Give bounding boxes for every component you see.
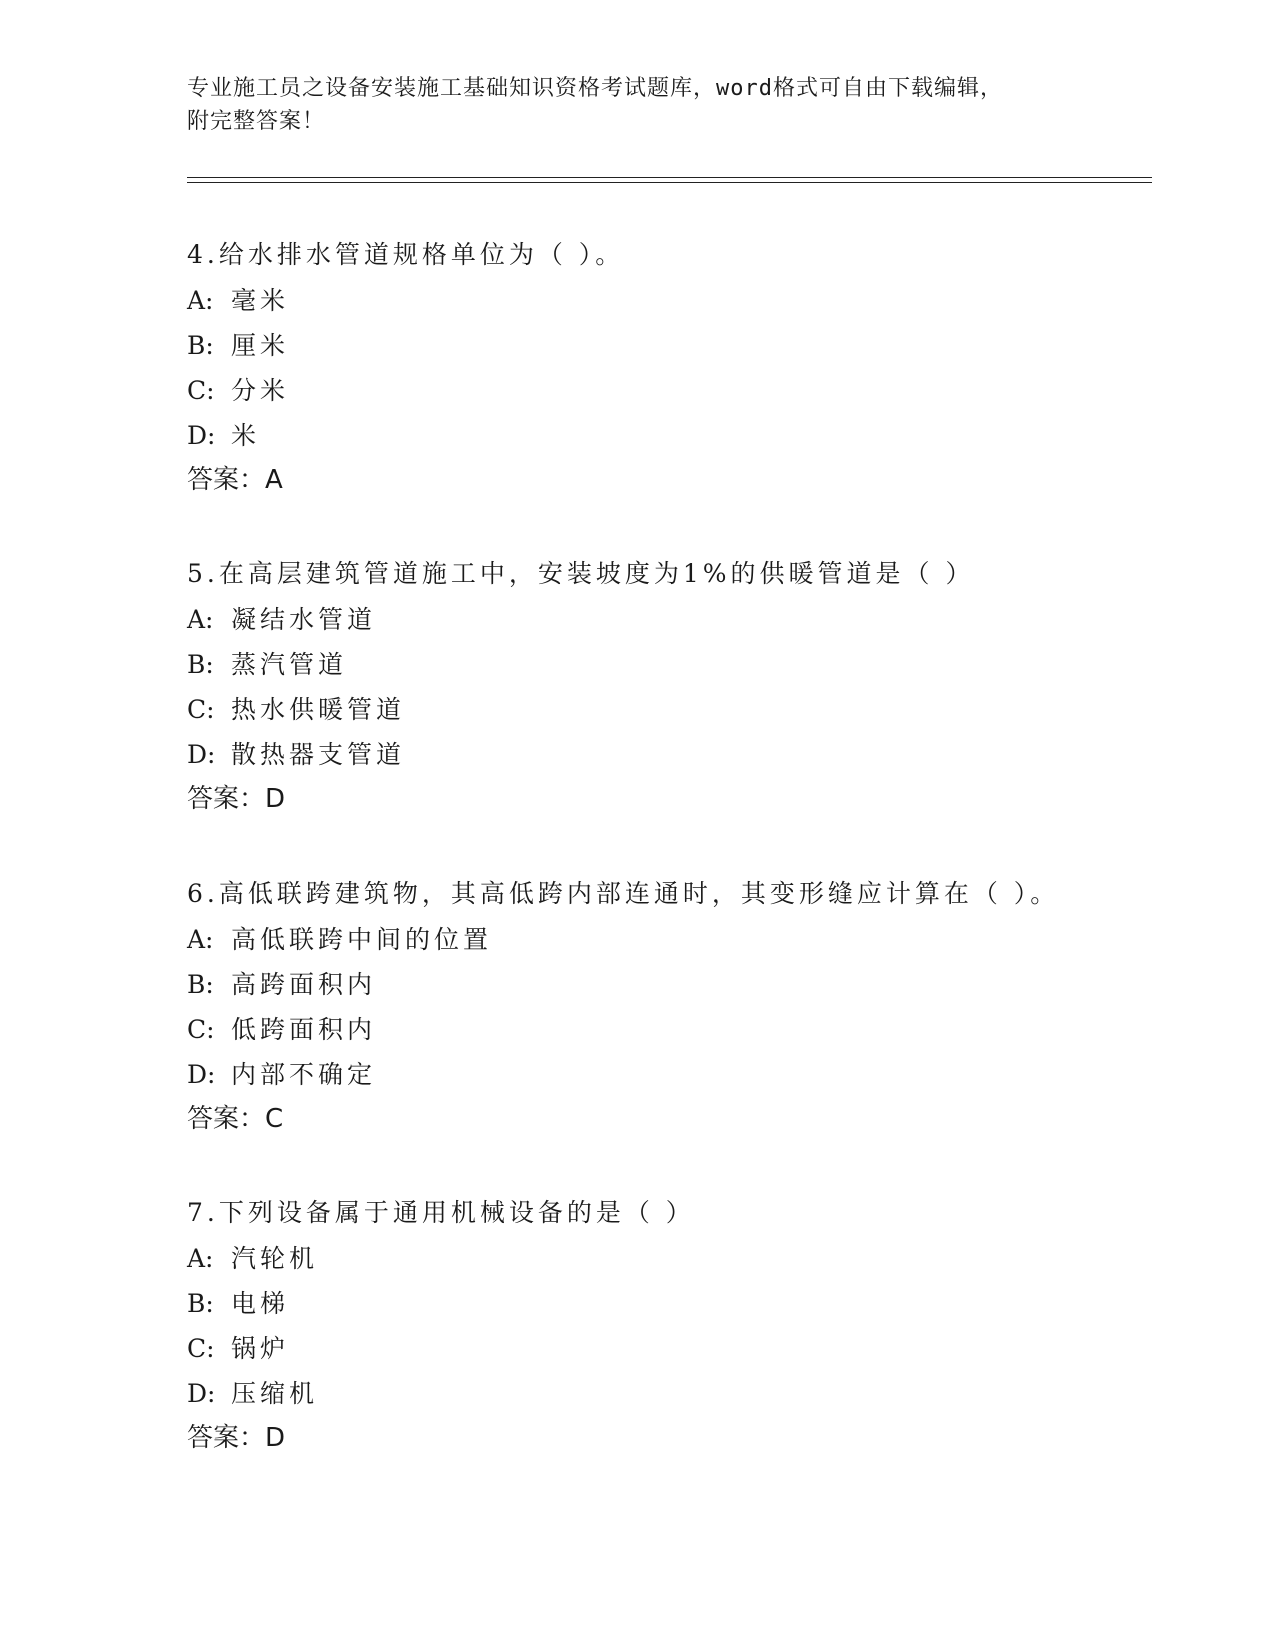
question-7 xyxy=(187,1190,1147,1461)
question-stem: 7.下列设备属于通用机械设备的是（ ） xyxy=(187,1198,695,1227)
option-c xyxy=(187,687,1147,732)
option-text: 米 xyxy=(231,421,261,450)
option-b xyxy=(187,962,1147,1007)
option-text: 压缩机 xyxy=(231,1379,319,1408)
option-d xyxy=(187,1052,1147,1097)
option-letter: A: xyxy=(187,1244,214,1273)
option-a xyxy=(187,917,1147,962)
option-b xyxy=(187,642,1147,687)
option-text: 高低联跨中间的位置 xyxy=(231,925,493,954)
option-a xyxy=(187,278,1147,323)
header-divider-bottom xyxy=(187,182,1152,183)
option-text: 毫米 xyxy=(231,286,290,315)
option-letter: C: xyxy=(187,1334,215,1363)
option-c xyxy=(187,1007,1147,1052)
answer-line: 答案：C xyxy=(187,1104,284,1134)
question-5 xyxy=(187,551,1147,822)
document-header xyxy=(187,72,1067,138)
option-d xyxy=(187,1371,1147,1416)
option-text: 高跨面积内 xyxy=(231,970,377,999)
option-letter: D: xyxy=(187,1379,216,1408)
option-letter: B: xyxy=(187,331,214,360)
option-a xyxy=(187,597,1147,642)
option-text: 蒸汽管道 xyxy=(231,650,348,679)
option-text: 电梯 xyxy=(231,1289,290,1318)
question-stem: 5.在高层建筑管道施工中，安装坡度为1%的供暖管道是（ ） xyxy=(187,559,975,588)
option-letter: C: xyxy=(187,695,215,724)
option-b xyxy=(187,1281,1147,1326)
question-stem: 6.高低联跨建筑物，其高低跨内部连通时，其变形缝应计算在（ ）。 xyxy=(187,879,1060,908)
option-letter: D: xyxy=(187,1060,216,1089)
header-line-1: 专业施工员之设备安装施工基础知识资格考试题库，word格式可自由下载编辑， xyxy=(187,76,1003,101)
option-text: 热水供暖管道 xyxy=(231,695,406,724)
option-text: 厘米 xyxy=(231,331,290,360)
option-letter: C: xyxy=(187,376,215,405)
option-letter: A: xyxy=(187,925,214,954)
option-a xyxy=(187,1236,1147,1281)
answer-line: 答案：A xyxy=(187,465,283,495)
option-text: 锅炉 xyxy=(231,1334,290,1363)
option-d xyxy=(187,413,1147,458)
question-6 xyxy=(187,871,1147,1142)
option-b xyxy=(187,323,1147,368)
answer-line: 答案：D xyxy=(187,1423,286,1453)
option-text: 内部不确定 xyxy=(231,1060,377,1089)
option-letter: B: xyxy=(187,650,214,679)
option-text: 散热器支管道 xyxy=(231,740,406,769)
option-text: 低跨面积内 xyxy=(231,1015,377,1044)
question-4 xyxy=(187,232,1147,503)
option-d xyxy=(187,732,1147,777)
option-text: 分米 xyxy=(231,376,290,405)
header-divider-top xyxy=(187,177,1152,178)
option-text: 凝结水管道 xyxy=(231,605,377,634)
option-letter: B: xyxy=(187,970,214,999)
answer-line: 答案：D xyxy=(187,784,286,814)
header-line-2: 附完整答案！ xyxy=(187,109,326,134)
option-text: 汽轮机 xyxy=(231,1244,319,1273)
option-c xyxy=(187,1326,1147,1371)
option-letter: D: xyxy=(187,421,216,450)
option-letter: B: xyxy=(187,1289,214,1318)
option-c xyxy=(187,368,1147,413)
option-letter: A: xyxy=(187,286,214,315)
option-letter: A: xyxy=(187,605,214,634)
question-stem: 4.给水排水管道规格单位为（ ）。 xyxy=(187,240,625,269)
option-letter: C: xyxy=(187,1015,215,1044)
option-letter: D: xyxy=(187,740,216,769)
